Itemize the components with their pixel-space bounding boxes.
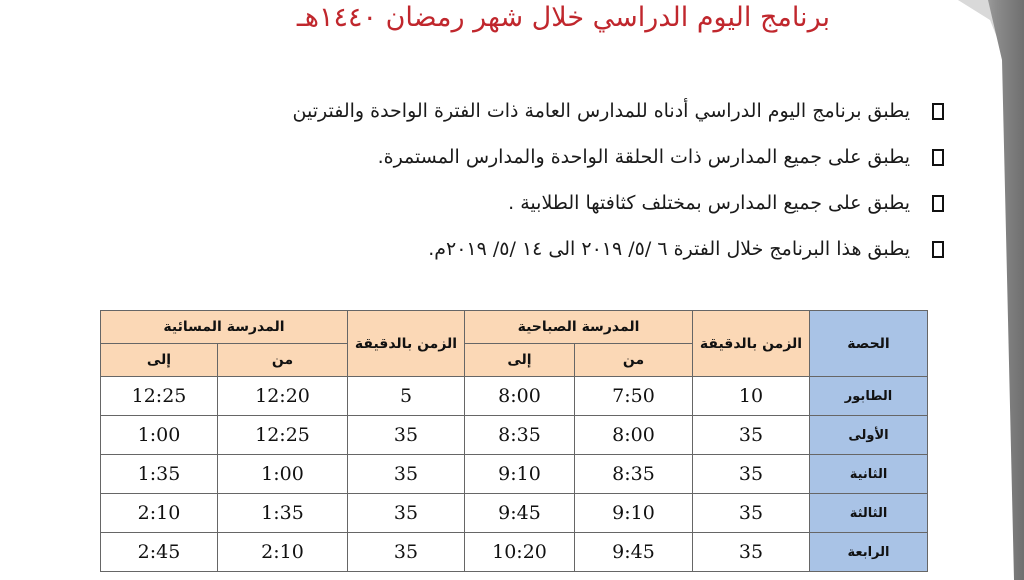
table-row [101,533,928,572]
table-row [101,377,928,416]
bullet-text: يطبق برنامج اليوم الدراسي أدناه للمدارس العامة ذات الفترة الواحدة والفترتين [292,100,910,122]
morning-duration-cell: 10 [693,377,810,416]
evening-duration-cell: 5 [348,377,465,416]
evening-from-cell: 1:00 [218,455,348,494]
list-item [144,134,944,180]
list-item [144,226,944,272]
period-label: الأولى [810,416,928,455]
table-row [101,494,928,533]
header-morning-duration: الزمن بالدقيقة [693,311,810,377]
morning-from-cell: 8:35 [575,455,693,494]
evening-to-cell: 1:35 [101,455,218,494]
header-evening-duration: الزمن بالدقيقة [348,311,465,377]
morning-to-cell: 8:35 [465,416,575,455]
list-item [144,180,944,226]
evening-duration-cell: 35 [348,533,465,572]
evening-duration-cell: 35 [348,416,465,455]
bullet-text: يطبق على جميع المدارس بمختلف كثافتها الطلابية . [508,192,910,214]
evening-from-cell: 12:25 [218,416,348,455]
evening-to-cell: 1:00 [101,416,218,455]
table-row [101,455,928,494]
morning-to-cell: 8:00 [465,377,575,416]
morning-from-cell: 7:50 [575,377,693,416]
period-label: الثالثة [810,494,928,533]
header-period: الحصة [810,311,928,377]
morning-duration-cell: 35 [693,455,810,494]
evening-to-cell: 2:45 [101,533,218,572]
rules-list [144,88,944,272]
period-label: الطابور [810,377,928,416]
table-row [101,416,928,455]
checkbox-bullet-icon [932,149,944,166]
header-morning-to: إلى [465,344,575,377]
header-morning-school: المدرسة الصباحية [465,311,693,344]
morning-to-cell: 9:10 [465,455,575,494]
checkbox-bullet-icon [932,195,944,212]
evening-duration-cell: 35 [348,494,465,533]
document-title: برنامج اليوم الدراسي خلال شهر رمضان ١٤٤٠هـ [296,2,830,33]
header-evening-from: من [218,344,348,377]
morning-from-cell: 8:00 [575,416,693,455]
evening-duration-cell: 35 [348,455,465,494]
evening-from-cell: 2:10 [218,533,348,572]
morning-duration-cell: 35 [693,533,810,572]
header-evening-to: إلى [101,344,218,377]
morning-to-cell: 9:45 [465,494,575,533]
morning-duration-cell: 35 [693,416,810,455]
morning-to-cell: 10:20 [465,533,575,572]
morning-duration-cell: 35 [693,494,810,533]
list-item [144,88,944,134]
bullet-text: يطبق على جميع المدارس ذات الحلقة الواحدة والمدارس المستمرة. [377,146,910,168]
header-evening-school: المدرسة المسائية [101,311,348,344]
schedule-table [100,310,928,572]
evening-from-cell: 12:20 [218,377,348,416]
morning-from-cell: 9:10 [575,494,693,533]
evening-to-cell: 2:10 [101,494,218,533]
checkbox-bullet-icon [932,241,944,258]
bullet-text: يطبق هذا البرنامج خلال الفترة ٦ /٥/ ٢٠١٩ الى ١٤ /٥/ ٢٠١٩م. [428,238,910,260]
period-label: الثانية [810,455,928,494]
checkbox-bullet-icon [932,103,944,120]
period-label: الرابعة [810,533,928,572]
evening-to-cell: 12:25 [101,377,218,416]
morning-from-cell: 9:45 [575,533,693,572]
evening-from-cell: 1:35 [218,494,348,533]
header-morning-from: من [575,344,693,377]
